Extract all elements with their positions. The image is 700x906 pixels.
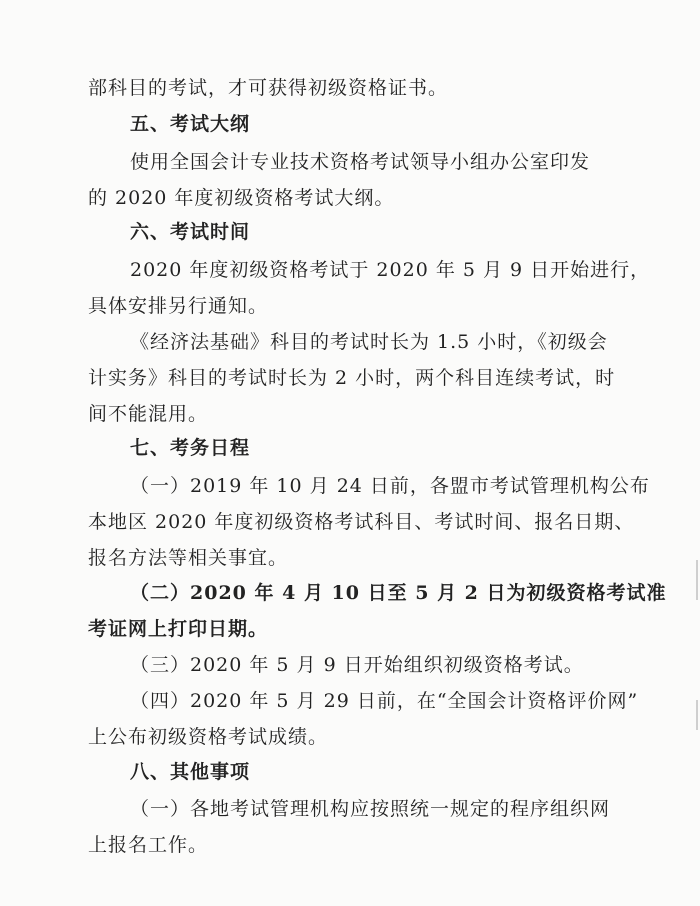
paragraph-line: 具体安排另行通知。 xyxy=(88,295,269,317)
section-heading: 五、考试大纲 xyxy=(130,113,251,135)
section-heading: 八、其他事项 xyxy=(130,761,251,783)
paragraph-line: 部科目的考试，才可获得初级资格证书。 xyxy=(88,77,449,99)
scan-edge-mark xyxy=(696,700,698,730)
section-heading: 七、考务日程 xyxy=(130,437,251,459)
paragraph-line: 报名方法等相关事宜。 xyxy=(88,547,289,569)
paragraph-line: 使用全国会计专业技术资格考试领导小组办公室印发 xyxy=(130,151,591,173)
paragraph-line: （二）2020 年 4 月 10 日至 5 月 2 日为初级资格考试准 xyxy=(130,582,667,604)
paragraph-line: 《经济法基础》科目的考试时长为 1.5 小时，《初级会 xyxy=(130,331,608,353)
paragraph-line: 本地区 2020 年度初级资格考试科目、考试时间、报名日期、 xyxy=(88,511,635,533)
paragraph-line: 计实务》科目的考试时长为 2 小时，两个科目连续考试，时 xyxy=(88,367,616,389)
paragraph-line: 考证网上打印日期。 xyxy=(88,618,269,640)
scan-edge-mark xyxy=(696,560,698,600)
paragraph-line: 上公布初级资格考试成绩。 xyxy=(88,726,329,748)
paragraph-line: 间不能混用。 xyxy=(88,403,209,425)
paragraph-line: （一）2019 年 10 月 24 日前，各盟市考试管理机构公布 xyxy=(130,475,650,497)
paragraph-line: （四）2020 年 5 月 29 日前，在“全国会计资格评价网” xyxy=(130,690,639,712)
paragraph-line: （三）2020 年 5 月 9 日开始组织初级资格考试。 xyxy=(130,654,584,676)
section-heading: 六、考试时间 xyxy=(130,221,251,243)
paragraph-line: 2020 年度初级资格考试于 2020 年 5 月 9 日开始进行， xyxy=(130,259,651,281)
paragraph-line: 的 2020 年度初级资格考试大纲。 xyxy=(88,187,395,209)
paragraph-line: （一）各地考试管理机构应按照统一规定的程序组织网 xyxy=(130,798,611,820)
paragraph-line: 上报名工作。 xyxy=(88,834,209,856)
